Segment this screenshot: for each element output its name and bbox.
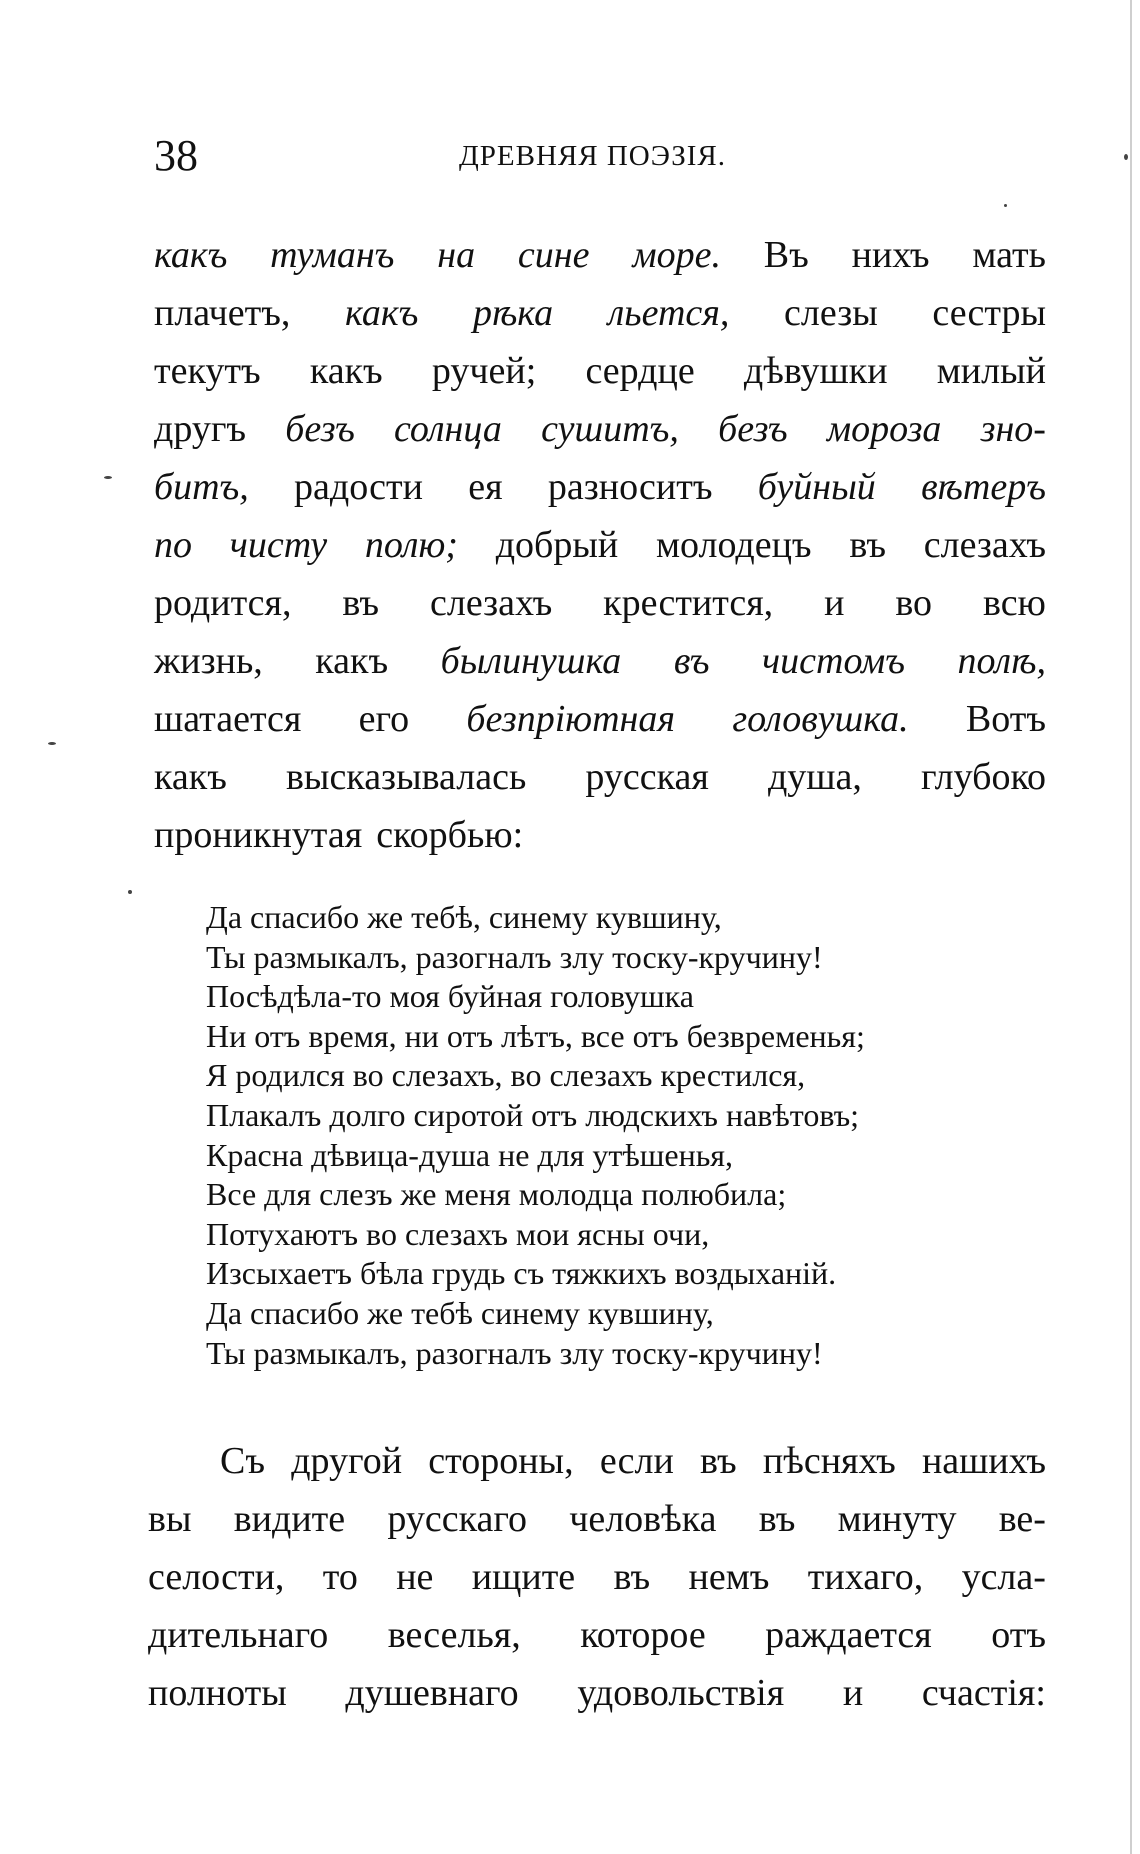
poem-line: Изсыхаетъ бѣла грудь съ тяжкихъ воздыханій. xyxy=(206,1255,837,1292)
word: былинушка xyxy=(440,640,622,682)
top-paragraph xyxy=(154,226,1046,864)
text-line xyxy=(154,516,1046,574)
word: море. xyxy=(632,234,721,276)
poem-block xyxy=(206,898,865,1373)
word: чистомъ xyxy=(762,640,905,682)
scan-speck xyxy=(1004,204,1007,207)
word: по xyxy=(154,524,192,566)
word: въ xyxy=(613,1556,651,1598)
word: которое xyxy=(580,1614,706,1656)
word: ея xyxy=(468,466,503,508)
word: ищите xyxy=(471,1556,576,1598)
scan-speck xyxy=(48,742,56,745)
word: его xyxy=(358,698,410,740)
word: мать xyxy=(972,234,1046,276)
word: на xyxy=(437,234,476,276)
word: головушка. xyxy=(732,698,909,740)
text-line xyxy=(148,1548,1046,1606)
word: шатается xyxy=(154,698,302,740)
word: какъ xyxy=(154,756,227,798)
word: льется, xyxy=(607,292,730,334)
word: то xyxy=(322,1556,358,1598)
word: молодецъ xyxy=(655,524,812,566)
word: русскаго xyxy=(387,1498,527,1540)
word: нихъ xyxy=(851,234,930,276)
poem-line: Ни отъ время, ни отъ лѣтъ, все отъ безвременья; xyxy=(206,1017,865,1054)
word: высказывалась xyxy=(285,756,527,798)
word: сине xyxy=(517,234,590,276)
word: удовольствія xyxy=(577,1672,785,1714)
word: безъ xyxy=(718,408,788,450)
word: въ xyxy=(700,1440,737,1482)
word: милый xyxy=(936,350,1046,392)
word: туманъ xyxy=(270,234,395,276)
word: проникнутая xyxy=(154,814,363,856)
word: какъ xyxy=(345,292,419,334)
poem-line: Я родился во слезахъ, во слезахъ крестился, xyxy=(206,1057,806,1094)
word: какъ xyxy=(309,350,383,392)
word: чисту xyxy=(229,524,328,566)
word: въ xyxy=(849,524,886,566)
text-line xyxy=(154,806,1046,864)
word: плачетъ, xyxy=(154,292,291,334)
text-line xyxy=(154,690,1046,748)
word: усла- xyxy=(961,1556,1046,1598)
page-number: 38 xyxy=(154,131,198,180)
text-line xyxy=(148,1490,1046,1548)
word: скорбью: xyxy=(376,814,524,856)
word: душевнаго xyxy=(345,1672,519,1714)
word: Въ xyxy=(763,234,809,276)
word: селости, xyxy=(148,1556,285,1598)
word: сестры xyxy=(932,292,1046,334)
word: человѣка xyxy=(569,1498,717,1540)
word: текутъ xyxy=(154,350,261,392)
word: слезахъ xyxy=(430,582,553,624)
word: добрый xyxy=(495,524,619,566)
word: счастія: xyxy=(921,1672,1046,1714)
poem-line: Посѣдѣла-то моя буйная головушка xyxy=(206,978,694,1015)
text-line xyxy=(154,632,1046,690)
text-line xyxy=(154,342,1046,400)
word: вѣтеръ xyxy=(921,466,1046,508)
word: отъ xyxy=(991,1614,1046,1656)
word: всю xyxy=(982,582,1046,624)
poem-line: Ты размыкалъ, разогналъ злу тоску-кручину! xyxy=(206,938,823,975)
word: во xyxy=(895,582,933,624)
word: сушитъ, xyxy=(541,408,679,450)
word: полю; xyxy=(364,524,458,566)
poem-line: Да спасибо же тебѣ, синему кувшину, xyxy=(206,899,722,935)
word: какъ xyxy=(154,234,228,276)
text-line xyxy=(148,1432,1046,1490)
word: пѣсняхъ xyxy=(762,1440,896,1482)
word: родится, xyxy=(154,582,292,624)
poem-line: Да спасибо же тебѣ синему кувшину, xyxy=(206,1294,714,1331)
word: ве- xyxy=(998,1498,1046,1540)
word: другъ xyxy=(154,408,247,450)
word: видите xyxy=(233,1498,346,1540)
scan-speck xyxy=(104,476,112,479)
text-line xyxy=(154,226,1046,284)
word: сердце xyxy=(585,350,695,392)
word: если xyxy=(599,1440,674,1482)
word: не xyxy=(396,1556,434,1598)
poem-line: Все для слезъ же меня молодца полюбила; xyxy=(206,1176,787,1213)
text-line xyxy=(154,284,1046,342)
word: и xyxy=(842,1672,864,1714)
scan-speck xyxy=(1124,154,1128,160)
word: дѣвушки xyxy=(743,350,888,392)
word: какъ xyxy=(315,640,389,682)
word: мороза xyxy=(826,408,942,450)
word: нашихъ xyxy=(921,1440,1046,1482)
text-line xyxy=(148,1664,1046,1722)
word: въ xyxy=(758,1498,796,1540)
word: полѣ, xyxy=(957,640,1046,682)
word: русская xyxy=(585,756,709,798)
scan-speck xyxy=(128,890,132,894)
word: душа, xyxy=(767,756,862,798)
word: ручей; xyxy=(431,350,537,392)
word: битъ, xyxy=(154,466,249,508)
word: стороны, xyxy=(428,1440,574,1482)
word: немъ xyxy=(688,1556,770,1598)
word: въ xyxy=(673,640,710,682)
text-line xyxy=(154,458,1046,516)
text-line xyxy=(154,400,1046,458)
word: зно- xyxy=(980,408,1046,450)
word: тихаго, xyxy=(807,1556,924,1598)
word: безъ xyxy=(285,408,355,450)
word: рѣка xyxy=(472,292,554,334)
word: солнца xyxy=(394,408,502,450)
word: безпріютная xyxy=(466,698,676,740)
word: радости xyxy=(294,466,423,508)
poem-line: Потухаютъ во слезахъ мои ясны очи, xyxy=(206,1215,710,1252)
word: минуту xyxy=(837,1498,957,1540)
word: раждается xyxy=(765,1614,932,1656)
word: Съ xyxy=(220,1440,265,1482)
word: крестится, xyxy=(603,582,774,624)
text-line xyxy=(154,748,1046,806)
word: веселья, xyxy=(387,1614,521,1656)
word: дительнаго xyxy=(148,1614,329,1656)
word: слезы xyxy=(784,292,878,334)
word: разноситъ xyxy=(547,466,713,508)
text-line xyxy=(154,574,1046,632)
word: глубоко xyxy=(921,756,1046,798)
scan-edge-line xyxy=(1130,0,1132,1854)
word: полноты xyxy=(148,1672,287,1714)
running-head: ДРЕВНЯЯ ПОЭЗІЯ. xyxy=(459,140,727,172)
poem-line: Красна дѣвица-душа не для утѣшенья, xyxy=(206,1136,734,1173)
word: слезахъ xyxy=(923,524,1046,566)
word: жизнь, xyxy=(154,640,263,682)
word: вы xyxy=(148,1498,192,1540)
word: и xyxy=(824,582,845,624)
word: другой xyxy=(291,1440,403,1482)
page-header xyxy=(154,130,1044,190)
bottom-paragraph xyxy=(148,1432,1046,1722)
word: въ xyxy=(342,582,380,624)
text-line xyxy=(148,1606,1046,1664)
poem-line: Ты размыкалъ, разогналъ злу тоску-кручину! xyxy=(206,1334,823,1371)
word: буйный xyxy=(757,466,876,508)
poem-line: Плакалъ долго сиротой отъ людскихъ навѣтовъ; xyxy=(206,1096,860,1133)
word: Вотъ xyxy=(965,698,1046,740)
